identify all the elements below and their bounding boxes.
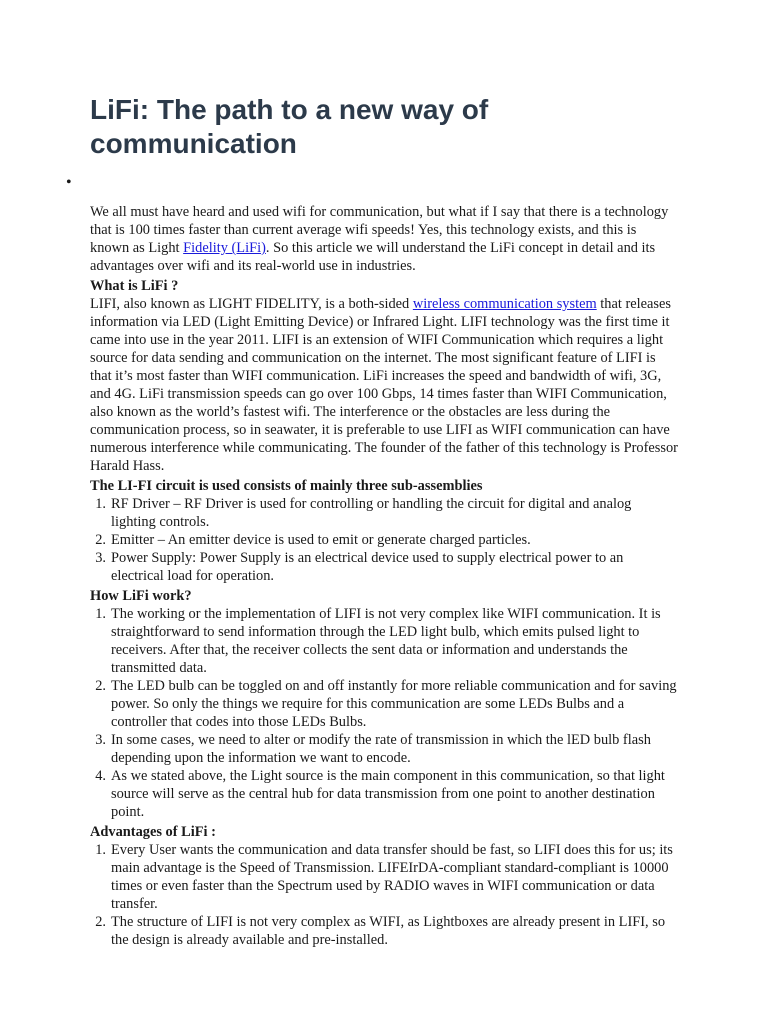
list-item: [90, 495, 678, 531]
how-list: [90, 605, 678, 821]
page-title: LiFi: The path to a new way of communication: [90, 94, 489, 159]
list-item: [90, 841, 678, 913]
intro-text-after: . So this article we will understand the LiFi concept in detail and its advantages over wifi and its real-world use in industries.: [90, 240, 656, 274]
circuit-heading: The LI-FI circuit is used consists of mainly three sub-assemblies: [90, 478, 483, 494]
list-number: 4 .: [90, 767, 106, 785]
list-item-text: The LED bulb can be toggled on and off instantly for more reliable communication and for saving power. So only the things we require for this communication are some LEDs Bulbs and a controller that codes into those LEDs Bulbs.: [111, 678, 677, 730]
list-item-text: The working or the implementation of LIFI is not very complex like WIFI communication. It is straightforward to send information through the LED light bulb, which emits pulsed light to receivers. After that, the receiver collects the sent data or information and understands the transmitted data.: [111, 606, 661, 676]
list-item-text: The structure of LIFI is not very complex as WIFI, as Lightboxes are already present in LIFI, so the design is already available and pre-installed.: [111, 914, 666, 948]
advantages-heading: Advantages of LiFi :: [90, 824, 216, 840]
article-body: [90, 203, 678, 949]
list-number: 2 .: [90, 913, 106, 931]
bullet-marker: •: [66, 174, 72, 191]
list-item: [90, 677, 678, 731]
list-item: [90, 913, 678, 949]
list-item-text: As we stated above, the Light source is the main component in this communication, so that light source will serve as the central hub for data transmission from one point to another destination point.: [111, 768, 665, 820]
list-number: 1 .: [90, 841, 106, 859]
list-item-text: In some cases, we need to alter or modify the rate of transmission in which the lED bulb flash depending upon the information we want to encode.: [111, 732, 651, 766]
list-number: 1 .: [90, 495, 106, 513]
what-is-lifi-paragraph: [90, 295, 678, 475]
what-text-after: that releases information via LED (Light Emitting Device) or Infrared Light. LIFI technology was the first time it came into use in the year 2011. LIFI is an extension of WIFI Communication which requires a light source for data sending and communication on the internet. The most significant feature of LIFI is that it’s most faster than WIFI communication. LiFi increases the speed and bandwidth of wifi, 3G, and 4G. LiFi transmission speeds can go over 100 Gbps, 14 times faster than WIFI Communication, also known as the world’s fastest wifi. The interference or the obstacles are less during the communication process, so in seawater, it is preferable to use LIFI as WIFI communication can have numerous interference while communicating. The founder of the father of this technology is Professor Harald Hass.: [90, 296, 678, 474]
intro-paragraph: [90, 203, 678, 275]
list-item: [90, 549, 678, 585]
list-item: [90, 731, 678, 767]
intro-text-before: We all must have heard and used wifi for communication, but what if I say that there is a technology that is 100 times faster than current average wifi speeds! Yes, this technology exists, and this is known as Light: [90, 204, 669, 256]
list-number: 3 .: [90, 731, 106, 749]
list-number: 2 .: [90, 677, 106, 695]
advantages-list: [90, 841, 678, 949]
list-number: 2 .: [90, 531, 106, 549]
list-item: [90, 767, 678, 821]
what-is-lifi-heading: What is LiFi ?: [90, 278, 179, 294]
list-item: [90, 605, 678, 677]
circuit-list: [90, 495, 678, 585]
what-text-before: LIFI, also known as LIGHT FIDELITY, is a both-sided: [90, 296, 413, 312]
wireless-communication-link[interactable]: wireless communication system: [412, 296, 597, 312]
fidelity-link[interactable]: Fidelity (LiFi): [183, 240, 266, 256]
list-item: [90, 531, 678, 549]
how-lifi-works-heading: How LiFi work?: [90, 588, 192, 604]
list-item-text: Emitter – An emitter device is used to emit or generate charged particles.: [111, 532, 531, 548]
list-number: 3 .: [90, 549, 106, 567]
list-number: 1 .: [90, 605, 106, 623]
list-item-text: Power Supply: Power Supply is an electrical device used to supply electrical power to an electrical load for operation.: [111, 550, 624, 584]
list-item-text: Every User wants the communication and data transfer should be fast, so LIFI does this for us; its main advantage is the Speed of Transmission. LIFEIrDA-compliant standard-compliant is 10000 times or even faster than the Spectrum used by RADIO waves in WIFI communication or data transfer.: [111, 842, 673, 912]
list-item-text: RF Driver – RF Driver is used for controlling or handling the circuit for digital and analog lighting controls.: [111, 496, 632, 530]
